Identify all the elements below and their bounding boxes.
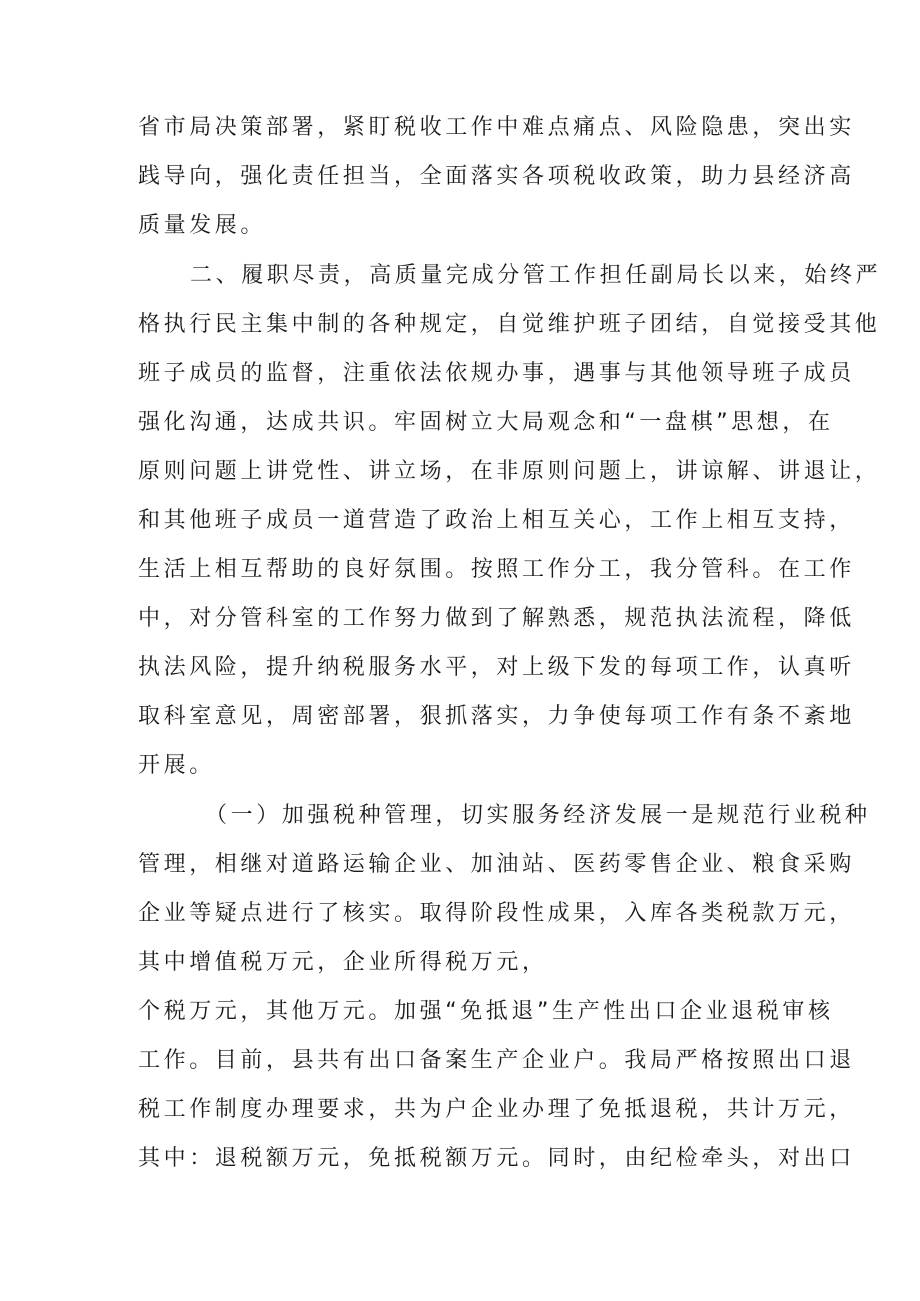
paragraph-2-line-6: 和其他班子成员一道营造了政治上相互关心，工作上相互支持， bbox=[138, 508, 855, 533]
paragraph-1-line-3: 质量发展。 bbox=[138, 213, 267, 238]
paragraph-2-line-10: 取科室意见，周密部署，狠抓落实，力争使每项工作有条不紊地 bbox=[138, 704, 855, 729]
paragraph-2-line-5: 原则问题上讲党性、讲立场，在非原则问题上，讲谅解、讲退让， bbox=[138, 459, 881, 484]
paragraph-1-line-1: 省市局决策部署，紧盯税收工作中难点痛点、风险隐患，突出实 bbox=[138, 115, 855, 140]
paragraph-3-line-3: 企业等疑点进行了核实。取得阶段性成果，入库各类税款万元， bbox=[138, 901, 855, 926]
paragraph-3-line-7: 税工作制度办理要求，共为户企业办理了免抵退税，共计万元， bbox=[138, 1097, 855, 1122]
paragraph-2-line-7: 生活上相互帮助的良好氛围。按照工作分工，我分管科。在工作 bbox=[138, 557, 855, 582]
paragraph-3-line-6: 工作。目前，县共有出口备案生产企业户。我局严格按照出口退 bbox=[138, 1048, 855, 1073]
paragraph-3-line-1: （一）加强税种管理，切实服务经济发展一是规范行业税种 bbox=[205, 803, 871, 828]
paragraph-2-line-9: 执法风险，提升纳税服务水平，对上级下发的每项工作，认真听 bbox=[138, 655, 855, 680]
paragraph-2-line-8: 中，对分管科室的工作努力做到了解熟悉，规范执法流程，降低 bbox=[138, 606, 855, 631]
paragraph-3-line-8: 其中：退税额万元，免抵税额万元。同时，由纪检牵头，对出口 bbox=[138, 1146, 855, 1171]
paragraph-3-line-5: 个税万元，其他万元。加强“免抵退”生产性出口企业退税审核 bbox=[138, 999, 834, 1024]
paragraph-1-line-2: 践导向，强化责任担当，全面落实各项税收政策，助力县经济高 bbox=[138, 164, 855, 189]
paragraph-2-line-1: 二、履职尽责，高质量完成分管工作担任副局长以来，始终严 bbox=[190, 263, 882, 288]
paragraph-3-line-2: 管理，相继对道路运输企业、加油站、医药零售企业、粮食采购 bbox=[138, 852, 855, 877]
paragraph-2-line-2: 格执行民主集中制的各种规定，自觉维护班子团结，自觉接受其他 bbox=[138, 312, 881, 337]
paragraph-3-line-4: 其中增值税万元，企业所得税万元， bbox=[138, 950, 548, 975]
paragraph-2-line-3: 班子成员的监督，注重依法依规办事，遇事与其他领导班子成员 bbox=[138, 361, 855, 386]
paragraph-2-line-11: 开展。 bbox=[138, 753, 215, 778]
paragraph-2-line-4: 强化沟通，达成共识。牢固树立大局观念和“一盘棋”思想，在 bbox=[138, 410, 834, 435]
